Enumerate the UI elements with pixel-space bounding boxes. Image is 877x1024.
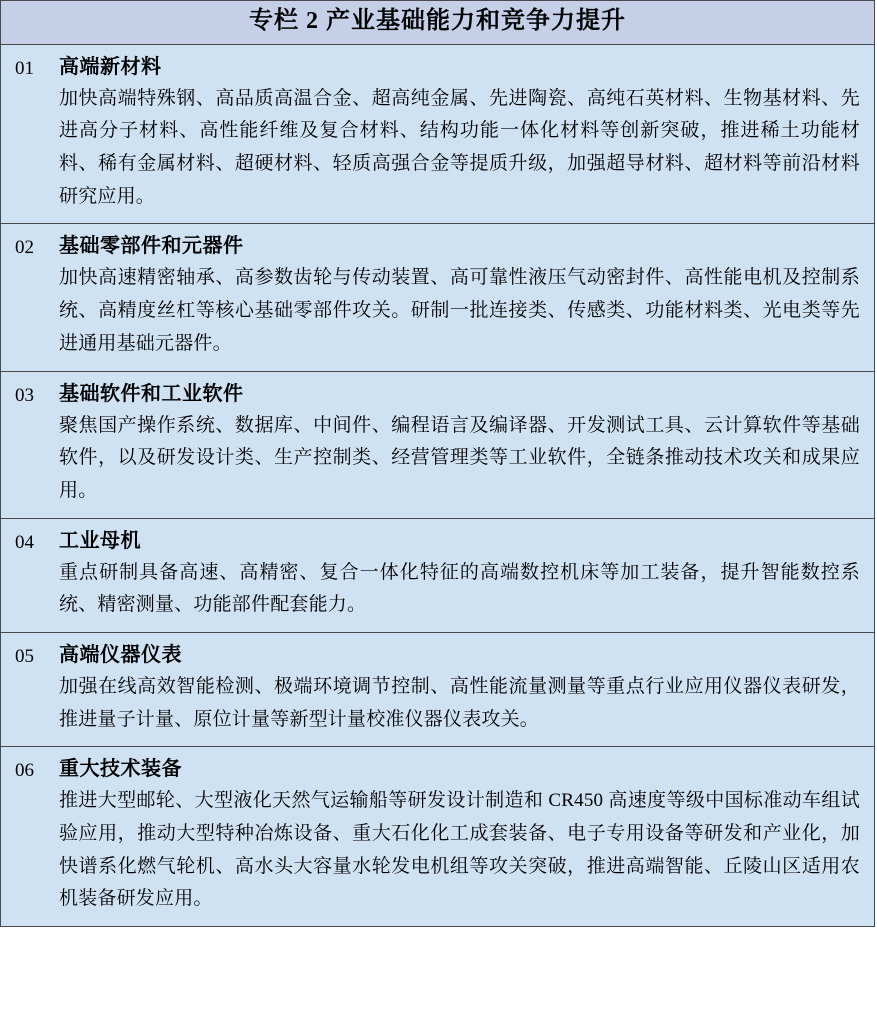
box-title: 专栏 2 产业基础能力和竞争力提升 [1,1,874,45]
list-item [1,372,874,519]
list-item [1,633,874,747]
item-heading: 工业母机 [59,529,141,552]
item-text: 推进大型邮轮、大型液化天然气运输船等研发设计制造和 CR450 高速度等级中国标准动车组试验应用，推动大型特种冶炼设备、重大石化化工成套装备、电子专用设备等研发和产业化，加快谱系化燃气轮机、高水头大容量水轮发电机组等攻关突破，推进高端智能、丘陵山区适用农机装备研发应用。 [59,790,860,910]
item-number: 04 [15,531,34,553]
item-text: 重点研制具备高速、高精密、复合一体化特征的高端数控机床等加工装备，提升智能数控系统、精密测量、功能部件配套能力。 [59,561,860,616]
item-body [59,640,860,736]
list-item [1,45,874,225]
item-text: 聚焦国产操作系统、数据库、中间件、编程语言及编译器、开发测试工具、云计算软件等基础软件，以及研发设计类、生产控制类、经营管理类等工业软件，全链条推动技术攻关和成果应用。 [59,414,860,501]
item-number: 02 [15,237,34,259]
item-body [59,231,860,360]
item-text: 加快高速精密轴承、高参数齿轮与传动装置、高可靠性液压气动密封件、高性能电机及控制系统、高精度丝杠等核心基础零部件攻关。研制一批连接类、传感类、功能材料类、光电类等先进通用基础元器件。 [59,267,860,354]
item-number: 06 [15,760,34,782]
item-heading: 基础零部件和元器件 [59,235,244,258]
item-number: 05 [15,645,34,667]
item-heading: 基础软件和工业软件 [59,382,244,405]
item-body [59,379,860,508]
list-item [1,224,874,371]
item-body [59,52,860,214]
item-number: 03 [15,384,34,406]
list-item [1,747,874,926]
item-heading: 高端仪器仪表 [59,643,182,666]
list-item [1,519,874,633]
item-text: 加强在线高效智能检测、极端环境调节控制、高性能流量测量等重点行业应用仪器仪表研发，推进量子计量、原位计量等新型计量校准仪器仪表攻关。 [59,675,860,730]
item-body [59,754,860,916]
item-body [59,526,860,622]
item-heading: 高端新材料 [59,55,162,78]
item-heading: 重大技术装备 [59,758,182,781]
item-text: 加快高端特殊钢、高品质高温合金、超高纯金属、先进陶瓷、高纯石英材料、生物基材料、先进高分子材料、高性能纤维及复合材料、结构功能一体化材料等创新突破，推进稀土功能材料、稀有金属材料、超硬材料、轻质高强合金等提质升级，加强超导材料、超材料等前沿材料研究应用。 [59,87,860,207]
item-number: 01 [15,57,34,79]
